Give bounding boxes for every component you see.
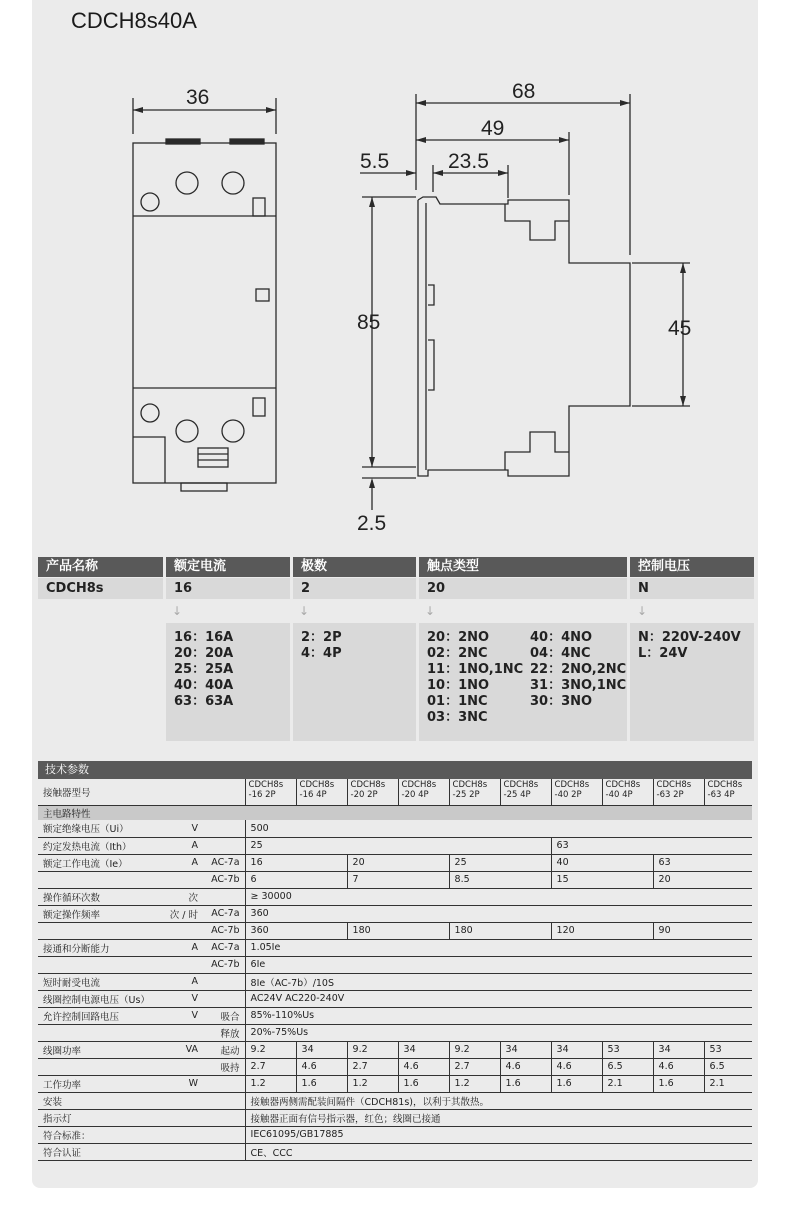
row-unit: 次 <box>163 888 203 905</box>
row-unit: 次 / 时 <box>163 905 203 922</box>
model-cell: CDCH8s -40 2P <box>551 779 602 805</box>
value-cell: 4.6 <box>398 1058 449 1075</box>
value-cell: 接触器两侧需配装间隔件（CDCH81s)，以利于其散热。 <box>245 1092 752 1109</box>
code-header-current: 额定电流 <box>166 557 290 577</box>
value-cell: 53 <box>704 1041 752 1058</box>
value-cell: 7 <box>347 871 449 888</box>
row-label: 额定工作电流（Ie） <box>38 854 163 871</box>
value-cell: 34 <box>653 1041 704 1058</box>
value-cell: 8.5 <box>449 871 551 888</box>
code-value-voltage: N <box>630 578 754 599</box>
current-option: 25：25A <box>174 662 234 677</box>
dim-23-5: 23.5 <box>448 150 489 173</box>
dim-2-5: 2.5 <box>357 512 387 535</box>
value-cell: AC24V AC220-240V <box>245 990 752 1007</box>
contact-option: 31：3NO,1NC <box>530 678 627 693</box>
table-row <box>38 905 752 922</box>
table-row <box>38 939 752 956</box>
down-arrow-icon: ↓ <box>299 604 310 618</box>
table-row <box>38 820 752 837</box>
table-row <box>38 922 752 939</box>
value-cell: 2.1 <box>704 1075 752 1092</box>
row-sublabel: AC-7a <box>203 905 245 922</box>
row-label: 安装 <box>38 1092 163 1109</box>
value-cell: 1.6 <box>398 1075 449 1092</box>
contact-option: 03：3NC <box>427 710 488 725</box>
row-unit: A <box>163 837 203 854</box>
table-row <box>38 854 752 871</box>
value-cell: 180 <box>449 922 551 939</box>
value-cell: 1.6 <box>500 1075 551 1092</box>
model-cell: CDCH8s -63 4P <box>704 779 752 805</box>
dim-45: 45 <box>668 317 692 340</box>
value-cell: 15 <box>551 871 653 888</box>
row-unit: V <box>163 820 203 837</box>
value-cell: 1.6 <box>296 1075 347 1092</box>
row-unit: VA <box>163 1041 203 1058</box>
dim-49: 49 <box>481 117 505 140</box>
table-row <box>38 1007 752 1024</box>
table-row <box>38 990 752 1007</box>
table-row <box>38 1041 752 1058</box>
table-row <box>38 956 752 973</box>
value-cell: 6.5 <box>704 1058 752 1075</box>
down-arrow-icon: ↓ <box>637 604 648 618</box>
table-row <box>38 1126 752 1143</box>
value-cell: 1.2 <box>449 1075 500 1092</box>
value-cell: 16 <box>245 854 347 871</box>
value-cell: 9.2 <box>449 1041 500 1058</box>
contact-option: 22：2NO,2NC <box>530 662 627 677</box>
table-row <box>38 1075 752 1092</box>
value-cell: 6.5 <box>602 1058 653 1075</box>
dim-36: 36 <box>186 86 210 109</box>
section-row <box>38 805 752 820</box>
row-label: 符合认证 <box>38 1143 163 1160</box>
value-cell: 34 <box>296 1041 347 1058</box>
contact-options <box>419 623 627 741</box>
value-cell: 20%-75%Us <box>245 1024 752 1041</box>
value-cell: 2.7 <box>449 1058 500 1075</box>
row-label: 短时耐受电流 <box>38 973 163 990</box>
contact-option: 02：2NC <box>427 646 488 661</box>
value-cell: 40 <box>551 854 653 871</box>
spec-header: 技术参数 <box>38 761 752 779</box>
value-cell: 4.6 <box>653 1058 704 1075</box>
row-unit: W <box>163 1075 203 1092</box>
current-option: 16：16A <box>174 630 234 645</box>
model-label: 接触器型号 <box>38 779 245 805</box>
table-row <box>38 871 752 888</box>
row-sublabel: 吸合 <box>203 1007 245 1024</box>
value-cell: 4.6 <box>296 1058 347 1075</box>
value-cell: ≥ 30000 <box>245 888 752 905</box>
dim-85: 85 <box>357 311 381 334</box>
model-cell: CDCH8s -16 2P <box>245 779 296 805</box>
value-cell: 20 <box>653 871 752 888</box>
code-value-poles: 2 <box>293 578 416 599</box>
pole-options <box>293 623 416 741</box>
value-cell: 34 <box>398 1041 449 1058</box>
value-cell: 4.6 <box>551 1058 602 1075</box>
value-cell: 6 <box>245 871 347 888</box>
table-row <box>38 1092 752 1109</box>
row-label: 额定操作频率 <box>38 905 163 922</box>
row-label: 额定绝缘电压（Ui） <box>38 820 163 837</box>
row-sublabel: AC-7b <box>203 922 245 939</box>
value-cell: 360 <box>245 905 752 922</box>
value-cell: 1.2 <box>347 1075 398 1092</box>
value-cell: 34 <box>551 1041 602 1058</box>
contact-option: 04：4NC <box>530 646 591 661</box>
row-unit: A <box>163 854 203 871</box>
row-sublabel: AC-7a <box>203 939 245 956</box>
value-cell: 360 <box>245 922 347 939</box>
table-row <box>38 1024 752 1041</box>
row-label: 约定发热电流（Ith） <box>38 837 163 854</box>
code-value-name: CDCH8s <box>38 578 163 599</box>
value-cell: 53 <box>602 1041 653 1058</box>
model-cell: CDCH8s -25 4P <box>500 779 551 805</box>
value-cell: 63 <box>653 854 752 871</box>
model-cell: CDCH8s -20 2P <box>347 779 398 805</box>
row-label: 线圈功率 <box>38 1041 163 1058</box>
current-option: 20：20A <box>174 646 234 661</box>
voltage-option: N：220V-240V <box>638 630 741 645</box>
row-unit: V <box>163 990 203 1007</box>
pole-option: 4：4P <box>301 646 342 661</box>
row-label: 指示灯 <box>38 1109 163 1126</box>
model-cell: CDCH8s -63 2P <box>653 779 704 805</box>
contact-option: 20：2NO <box>427 630 490 645</box>
current-options <box>166 623 290 741</box>
value-cell: 2.7 <box>347 1058 398 1075</box>
contact-option: 30：3NO <box>530 694 593 709</box>
row-sublabel: 释放 <box>203 1024 245 1041</box>
row-sublabel: AC-7b <box>203 956 245 973</box>
row-sublabel: 起动 <box>203 1041 245 1058</box>
code-value-contact: 20 <box>419 578 627 599</box>
table-row <box>38 1143 752 1160</box>
current-option: 63：63A <box>174 694 234 709</box>
value-cell: 90 <box>653 922 752 939</box>
value-cell: 85%-110%Us <box>245 1007 752 1024</box>
voltage-options <box>630 623 754 741</box>
value-cell: 180 <box>347 922 449 939</box>
code-value-current: 16 <box>166 578 290 599</box>
value-cell: 6Ie <box>245 956 752 973</box>
code-header-contact: 触点类型 <box>419 557 627 577</box>
table-row <box>38 779 752 805</box>
current-option: 40：40A <box>174 678 234 693</box>
table-row <box>38 1109 752 1126</box>
voltage-option: L：24V <box>638 646 688 661</box>
row-label: 线圈控制电源电压（Us） <box>38 990 163 1007</box>
section-main-circuit: 主电路特性 <box>38 805 752 820</box>
value-cell: 500 <box>245 820 752 837</box>
value-cell: 9.2 <box>347 1041 398 1058</box>
contact-option: 10：1NO <box>427 678 490 693</box>
table-row <box>38 837 752 854</box>
dim-68: 68 <box>512 80 536 103</box>
value-cell: 1.2 <box>245 1075 296 1092</box>
code-header-poles: 极数 <box>293 557 416 577</box>
value-cell: 1.6 <box>653 1075 704 1092</box>
value-cell: 120 <box>551 922 653 939</box>
value-cell: 63 <box>551 837 752 854</box>
model-cell: CDCH8s -20 4P <box>398 779 449 805</box>
pole-option: 2：2P <box>301 630 342 645</box>
value-cell: 8Ie（AC-7b）/10S <box>245 973 752 990</box>
dimension-drawing <box>0 0 790 550</box>
value-cell: 25 <box>245 837 551 854</box>
table-row <box>38 888 752 905</box>
value-cell: 25 <box>449 854 551 871</box>
value-cell: 2.7 <box>245 1058 296 1075</box>
value-cell: CE、CCC <box>245 1143 752 1160</box>
contact-option: 40：4NO <box>530 630 593 645</box>
row-label: 操作循环次数 <box>38 888 163 905</box>
model-cell: CDCH8s -16 4P <box>296 779 347 805</box>
row-sublabel: AC-7b <box>203 871 245 888</box>
row-label: 允许控制回路电压 <box>38 1007 163 1024</box>
code-header-voltage: 控制电压 <box>630 557 754 577</box>
value-cell: 4.6 <box>500 1058 551 1075</box>
value-cell: 20 <box>347 854 449 871</box>
page-title: CDCH8s40A <box>71 8 197 33</box>
row-label: 接通和分断能力 <box>38 939 163 956</box>
model-cell: CDCH8s -25 2P <box>449 779 500 805</box>
spec-table <box>38 779 752 1161</box>
contact-option: 11：1NO,1NC <box>427 662 524 677</box>
row-sublabel: AC-7a <box>203 854 245 871</box>
value-cell: 1.6 <box>551 1075 602 1092</box>
row-unit: V <box>163 1007 203 1024</box>
value-cell: IEC61095/GB17885 <box>245 1126 752 1143</box>
value-cell: 2.1 <box>602 1075 653 1092</box>
table-row <box>38 973 752 990</box>
value-cell: 接触器正面有信号指示器，红色；线圈已接通 <box>245 1109 752 1126</box>
value-cell: 34 <box>500 1041 551 1058</box>
row-label: 工作功率 <box>38 1075 163 1092</box>
value-cell: 9.2 <box>245 1041 296 1058</box>
dim-5-5: 5.5 <box>360 150 390 173</box>
row-unit: A <box>163 939 203 956</box>
down-arrow-icon: ↓ <box>172 604 183 618</box>
model-cell: CDCH8s -40 4P <box>602 779 653 805</box>
table-row <box>38 1058 752 1075</box>
value-cell: 1.05Ie <box>245 939 752 956</box>
row-unit: A <box>163 973 203 990</box>
code-header-name: 产品名称 <box>38 557 163 577</box>
row-sublabel: 吸持 <box>203 1058 245 1075</box>
row-label: 符合标准： <box>38 1126 163 1143</box>
contact-option: 01：1NC <box>427 694 488 709</box>
down-arrow-icon: ↓ <box>425 604 436 618</box>
